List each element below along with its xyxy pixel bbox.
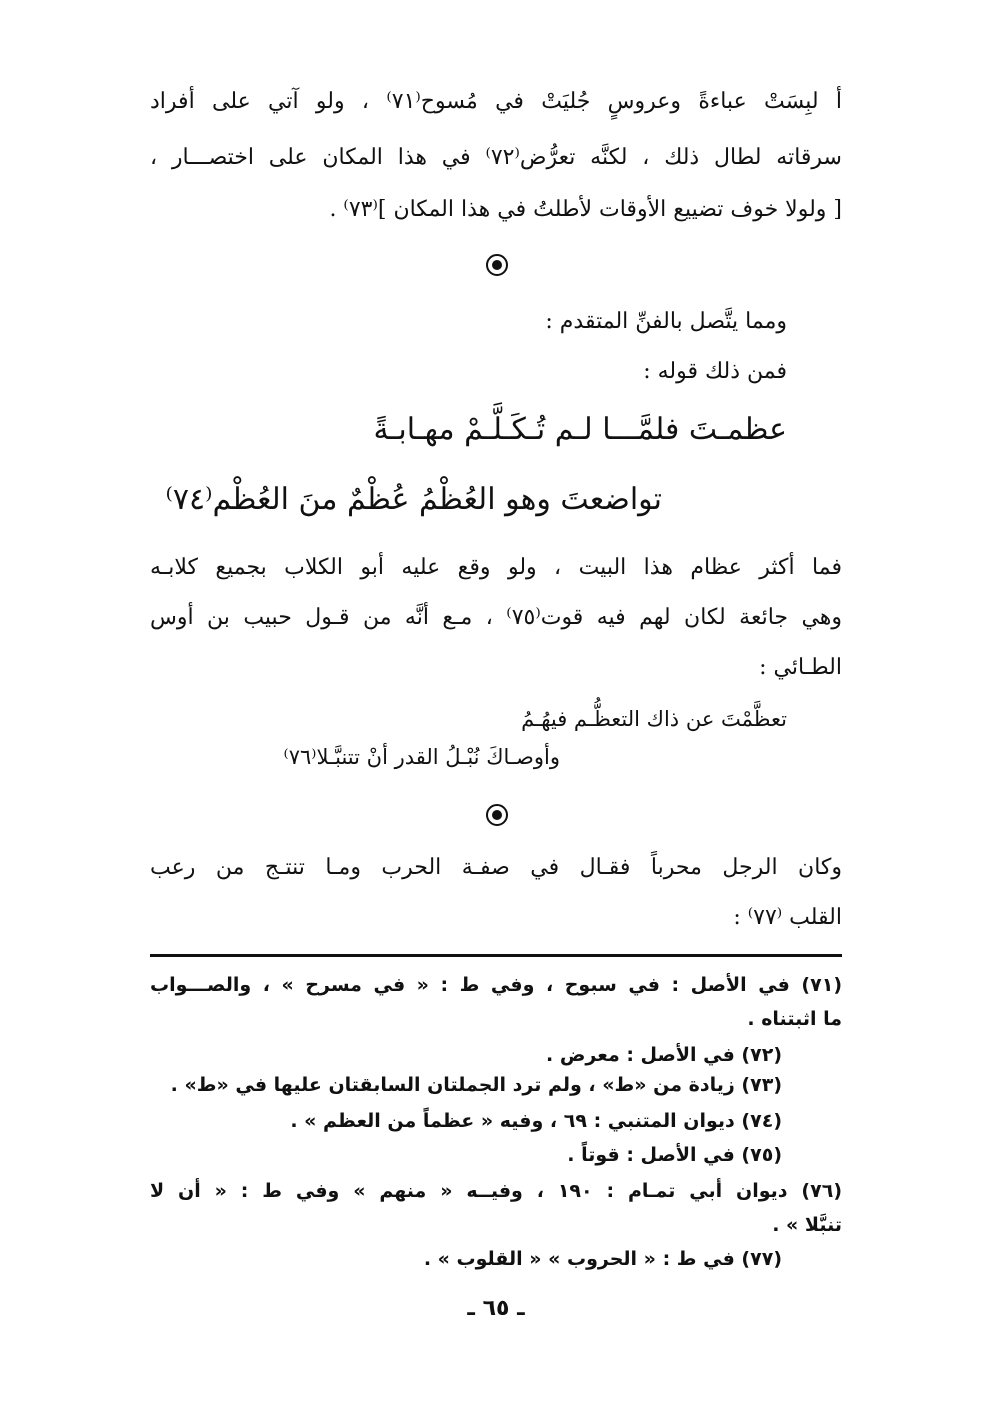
footnote-line: (٧٥) في الأصل : قوتاً .	[567, 1144, 782, 1166]
verse-line: وأوصـاكَ نُبْـلُ القدر أنْ تتنبَّـلا⁽٧٦⁾	[283, 745, 560, 769]
body-line: وهي جائعة لكان لهم فيه قوت⁽٧٥⁾ ، مـع أنَّه من قـول حبيب بن أوس	[150, 605, 843, 630]
footnote-rule	[150, 954, 842, 957]
body-line: وكان الرجل محرباً فقـال في صفـة الحرب ومـا تنتـج من رعب	[150, 855, 842, 880]
verse-line: تعظَّمْتَ عن ذاك التعظُّـم فيهُـمُ	[521, 707, 787, 731]
footnote-line: (٧٤) ديوان المتنبي : ٦٩ ، وفيه « عظماً من العظم » .	[290, 1110, 782, 1132]
body-line: فما أكثر عظام هذا البيت ، ولو وقع عليه أبو الكلاب بجميع كلابـه	[150, 555, 842, 580]
section-separator-icon	[486, 254, 508, 276]
body-line: أ لبِسَتْ عباءةً وعروسٍ جُليَتْ في مُسوح⁽٧١⁾ ، ولو آتي على أفراد	[150, 89, 842, 114]
section-separator-icon	[486, 804, 508, 826]
body-line: ومما يتَّصل بالفنِّ المتقدم :	[545, 309, 787, 334]
verse-line: عظمـتَ فلمَّـــا لـم تُـكَـلَّـمْ مهـابـةً	[373, 412, 787, 447]
body-line: [ ولولا خوف تضييع الأوقات لأطلتُ في هذا المكان ]⁽٧٣⁾ .	[329, 197, 842, 222]
footnote-line: (٧٦) ديوان أبي تمـام : ١٩٠ ، وفيــه « منهم » وفي ط : « أن لا	[150, 1180, 842, 1202]
footnote-line: (٧٧) في ط : « الحروب » « القلوب » .	[423, 1248, 782, 1270]
footnote-line: ما اثبتناه .	[747, 1008, 842, 1030]
footnote-line: تنبَّلا » .	[772, 1214, 842, 1236]
body-line: فمن ذلك قوله :	[643, 359, 787, 384]
body-line: الطـائي :	[759, 655, 842, 680]
footnote-line: (٧٢) في الأصل : معرض .	[546, 1044, 782, 1066]
footnote-line: (٧١) في الأصل : في سبوح ، وفي ط : « في مسرح » ، والصـــواب	[150, 974, 842, 996]
body-line: القلب ⁽٧٧⁾ :	[733, 905, 842, 930]
footnote-line: (٧٣) زيادة من «ط» ، ولم ترد الجملتان السابقتان عليها في «ط» .	[170, 1074, 782, 1096]
page-number: ـ ٦٥ ـ	[467, 1296, 525, 1321]
verse-line: تواضعتَ وهو العُظْمُ عُظْمٌ منَ العُظْم⁽٧٤⁾	[165, 482, 662, 517]
body-line: سرقاته لطال ذلك ، لكنَّه تعرُّض⁽٧٢⁾ في هذا المكان على اختصـــار ،	[150, 145, 842, 170]
